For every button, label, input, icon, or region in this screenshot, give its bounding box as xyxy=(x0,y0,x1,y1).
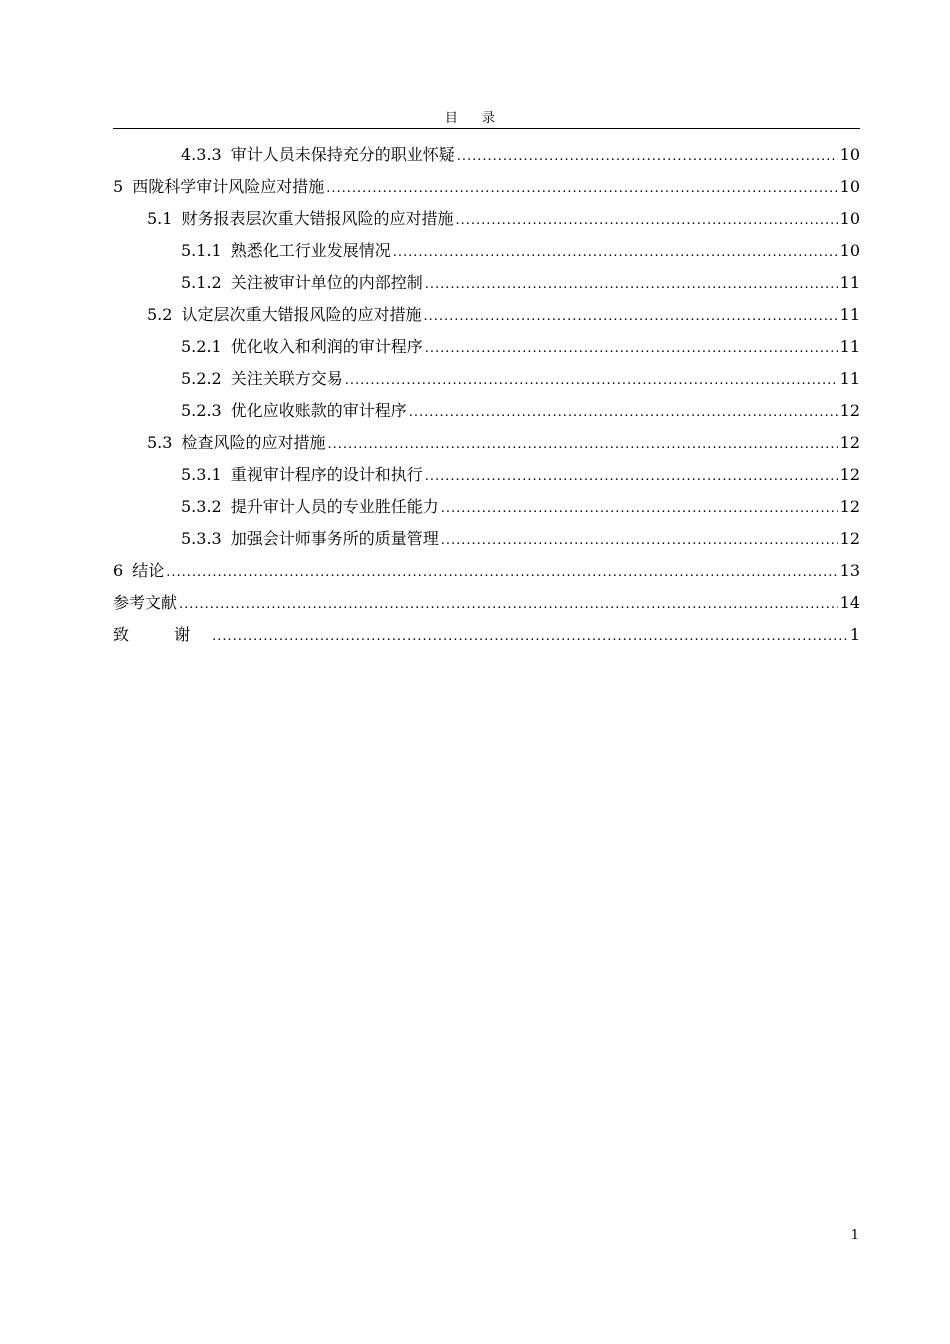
footer-page-number: 1 xyxy=(850,1228,859,1243)
toc-entry-5-1[interactable] xyxy=(113,206,860,238)
toc-entry-4-3-3[interactable] xyxy=(113,142,860,174)
toc-title: 致 谢 xyxy=(113,625,211,644)
toc-entry-5[interactable] xyxy=(113,174,860,206)
toc-page: 14 xyxy=(839,593,860,612)
toc-page: 10 xyxy=(839,177,860,196)
toc-entry-5-2-1[interactable] xyxy=(113,334,860,366)
toc-entry-5-3-1[interactable] xyxy=(113,462,860,494)
toc-number: 5.1 xyxy=(147,209,173,228)
toc-number: 4.3.3 xyxy=(181,145,222,164)
toc-page: 10 xyxy=(839,209,860,228)
toc-number: 5.3.3 xyxy=(181,529,222,548)
toc-page: 12 xyxy=(839,497,860,516)
toc-page: 1 xyxy=(849,625,860,644)
toc-page: 11 xyxy=(839,369,860,388)
toc-leader xyxy=(425,336,838,362)
toc-leader xyxy=(212,624,848,650)
toc-number: 5 xyxy=(113,177,124,196)
toc-leader xyxy=(409,400,838,426)
toc-leader xyxy=(425,464,838,490)
toc-entry-references[interactable] xyxy=(113,590,860,622)
toc-entry-5-1-1[interactable] xyxy=(113,238,860,270)
table-of-contents xyxy=(113,142,860,654)
toc-title: 参考文献 xyxy=(113,593,178,612)
toc-leader xyxy=(441,496,838,522)
toc-page: 12 xyxy=(839,401,860,420)
toc-leader xyxy=(441,528,838,554)
toc-entry-5-3[interactable] xyxy=(113,430,860,462)
page-header-title: 目 录 xyxy=(444,111,506,126)
toc-title: 关注关联方交易 xyxy=(230,369,343,388)
header-rule xyxy=(113,128,860,129)
toc-title: 财务报表层次重大错报风险的应对措施 xyxy=(181,209,454,228)
toc-title: 西陇科学审计风险应对措施 xyxy=(132,177,325,196)
toc-number: 5.3.1 xyxy=(181,465,222,484)
toc-page: 12 xyxy=(839,529,860,548)
toc-title: 加强会计师事务所的质量管理 xyxy=(230,529,439,548)
toc-entry-5-2[interactable] xyxy=(113,302,860,334)
toc-leader xyxy=(345,368,838,394)
toc-entry-5-1-2[interactable] xyxy=(113,270,860,302)
toc-entry-5-2-3[interactable] xyxy=(113,398,860,430)
toc-leader xyxy=(327,432,837,458)
toc-leader xyxy=(457,144,838,170)
toc-entry-5-3-2[interactable] xyxy=(113,494,860,526)
toc-leader xyxy=(425,272,838,298)
toc-leader xyxy=(166,560,837,586)
toc-entry-acknowledgements[interactable] xyxy=(113,622,860,654)
toc-leader xyxy=(326,176,837,202)
toc-title: 优化收入和利润的审计程序 xyxy=(230,337,423,356)
toc-number: 5.2.3 xyxy=(181,401,222,420)
toc-page: 10 xyxy=(839,145,860,164)
toc-entry-5-3-3[interactable] xyxy=(113,526,860,558)
toc-number: 6 xyxy=(113,561,124,580)
toc-leader xyxy=(455,208,837,234)
toc-title: 结论 xyxy=(132,561,165,580)
toc-title: 提升审计人员的专业胜任能力 xyxy=(230,497,439,516)
toc-leader xyxy=(423,304,837,330)
toc-number: 5.1.2 xyxy=(181,273,222,292)
toc-page: 11 xyxy=(839,305,860,324)
toc-number: 5.3 xyxy=(147,433,173,452)
toc-title: 关注被审计单位的内部控制 xyxy=(230,273,423,292)
toc-page: 12 xyxy=(839,465,860,484)
toc-page: 11 xyxy=(839,273,860,292)
toc-number: 5.1.1 xyxy=(181,241,222,260)
toc-leader xyxy=(179,592,838,618)
toc-leader xyxy=(393,240,838,266)
toc-page: 13 xyxy=(839,561,860,580)
toc-number: 5.2.1 xyxy=(181,337,222,356)
toc-title: 检查风险的应对措施 xyxy=(181,433,326,452)
toc-page: 11 xyxy=(839,337,860,356)
toc-title: 重视审计程序的设计和执行 xyxy=(230,465,423,484)
toc-number: 5.3.2 xyxy=(181,497,222,516)
toc-page: 12 xyxy=(839,433,860,452)
toc-title: 认定层次重大错报风险的应对措施 xyxy=(181,305,422,324)
toc-number: 5.2.2 xyxy=(181,369,222,388)
toc-title: 熟悉化工行业发展情况 xyxy=(230,241,391,260)
toc-entry-6[interactable] xyxy=(113,558,860,590)
toc-page: 10 xyxy=(839,241,860,260)
toc-number: 5.2 xyxy=(147,305,173,324)
toc-entry-5-2-2[interactable] xyxy=(113,366,860,398)
toc-title: 审计人员未保持充分的职业怀疑 xyxy=(230,145,455,164)
toc-title: 优化应收账款的审计程序 xyxy=(230,401,407,420)
